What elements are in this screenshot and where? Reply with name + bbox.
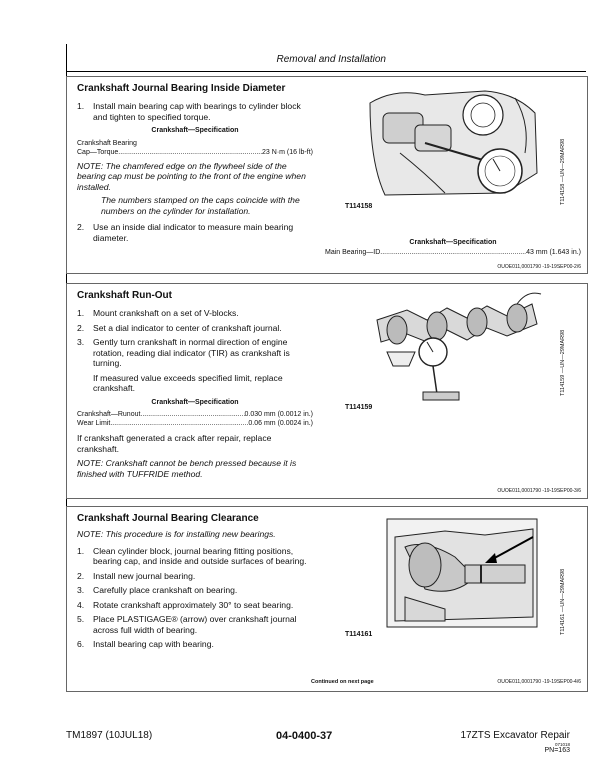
step-text: Clean cylinder block, journal bearing fitting positions, bearing cap, and inside and outside surfaces of bearing. [93,545,307,566]
step-number: 1. [77,101,85,111]
spec-line [77,419,313,428]
figure-side-label: T114159 —UN—29MAR98 [560,329,566,396]
step-number: 2. [77,222,85,232]
spec-label: Cap—Torque [77,148,119,156]
step-item [77,308,313,319]
step-number: 3. [77,585,85,595]
spec-label: Main Bearing—ID [325,249,381,256]
header-rule [66,71,586,72]
step-item [77,337,313,369]
spec-value: 43 mm (1.643 in.) [526,249,581,256]
step-item [77,323,313,334]
leader-dots [118,148,262,157]
note: NOTE: The chamfered edge on the flywheel side of the bearing cap must be pointing to the front of the engine when installed. [77,160,306,192]
step-text: Gently turn crankshaft in normal direction of engine rotation, reading dial indicator (TIR) as crankshaft is turning. [93,337,290,368]
section-text [77,308,313,482]
step-item [77,222,313,243]
figure-runout-v-blocks [367,290,543,402]
step-number: 6. [77,639,85,649]
spec-block [325,235,581,257]
step-text: Set a dial indicator to center of crankshaft journal. [93,322,282,333]
step-text: Carefully place crankshaft on bearing. [93,585,238,595]
step-text: Install bearing cap with bearing. [93,639,214,649]
step-item [77,101,313,122]
reference-code: OUOE011,0001790 -19-19SEP00-4/6 [497,679,581,685]
footer-manual-title: 17ZTS Excavator Repair [460,730,570,741]
spec-label: Wear Limit [77,420,111,427]
step-text: Install main bearing cap with bearings to cylinder block and tighten to specified torque. [93,101,301,122]
section-title: Crankshaft Journal Bearing Inside Diameter [77,83,286,94]
step-number: 5. [77,614,85,624]
reference-code: OUOE011,0001790 -19-19SEP00-3/6 [497,488,581,494]
note: NOTE: Crankshaft cannot be bench pressed because it is finished with TUFFRIDE method. [77,458,297,479]
spec-line [325,248,581,257]
spec-heading: Crankshaft—Specification [151,398,239,406]
footer-date-code: 071018 [554,742,570,747]
step-text: Use an inside dial indicator to measure main bearing diameter. [93,222,294,243]
section-crankshaft-runout [66,283,588,499]
section-title: Crankshaft Journal Bearing Clearance [77,513,259,524]
step-paragraph: If measured value exceeds specified limit, replace crankshaft. [93,372,283,393]
leader-dots [140,410,244,419]
section-bearing-inside-diameter [66,76,588,274]
reference-code: OUOE011,0001790 -19-19SEP00-2/6 [497,264,581,270]
figure-side-label: T114161 —UN—29MAR98 [560,568,566,635]
step-item [77,571,313,582]
figure-id: T114161 [345,631,373,638]
step-text: Place PLASTIGAGE® (arrow) over crankshaft journal across full width of bearing. [93,614,297,635]
figure-side-label: T114158 —UN—29MAR98 [560,138,566,205]
figure-inside-dial-indicator [365,83,545,201]
spec-heading: Crankshaft—Specification [409,239,497,246]
section-bearing-clearance [66,506,588,692]
step-item [77,614,313,635]
spec-line [77,148,313,157]
step-number: 3. [77,337,85,347]
step-number: 4. [77,599,85,610]
section-text [77,529,313,654]
spec-value: 0.030 mm (0.0012 in.) [244,411,313,418]
step-number: 2. [77,322,85,333]
figure-plastigage-placement [385,517,541,629]
step-text: Rotate crankshaft approximately 30° to seat bearing. [93,599,294,610]
step-number: 1. [77,308,85,318]
spec-heading: Crankshaft—Specification [151,127,239,134]
footer-pn: PN=163 [544,747,570,754]
note-continued: The numbers stamped on the caps coincide with the numbers on the cylinder for installation. [101,195,300,216]
step-item [77,600,313,611]
page-header [66,54,586,70]
header-title: Removal and Installation [276,54,386,65]
leader-dots [380,248,526,257]
text-paragraph: If crankshaft generated a crack after repair, replace crankshaft. [77,433,272,454]
figure-id: T114159 [345,404,373,411]
note: NOTE: This procedure is for installing new bearings. [77,529,276,539]
spec-label: Crankshaft Bearing [77,139,137,147]
spec-line [77,410,313,419]
continued-label: Continued on next page [311,679,374,685]
step-text: Install new journal bearing. [93,570,196,581]
step-number: 1. [77,545,85,556]
step-item [77,546,313,567]
footer-page-number: 04-0400-37 [276,730,333,742]
figure-id: T114158 [345,203,373,210]
footer-manual-id: TM1897 (10JUL18) [66,730,153,741]
spec-value: 23 N·m (16 lb-ft) [262,148,313,156]
leader-dots [110,419,248,428]
section-title: Crankshaft Run-Out [77,290,172,301]
step-item [77,639,313,650]
step-text: Mount crankshaft on a set of V-blocks. [93,308,239,318]
section-text [77,101,313,247]
step-item [77,585,313,596]
step-number: 2. [77,570,85,581]
spec-line [77,139,313,148]
spec-label: Crankshaft—Runout [77,411,141,418]
spec-value: 0.06 mm (0.0024 in.) [248,420,313,427]
